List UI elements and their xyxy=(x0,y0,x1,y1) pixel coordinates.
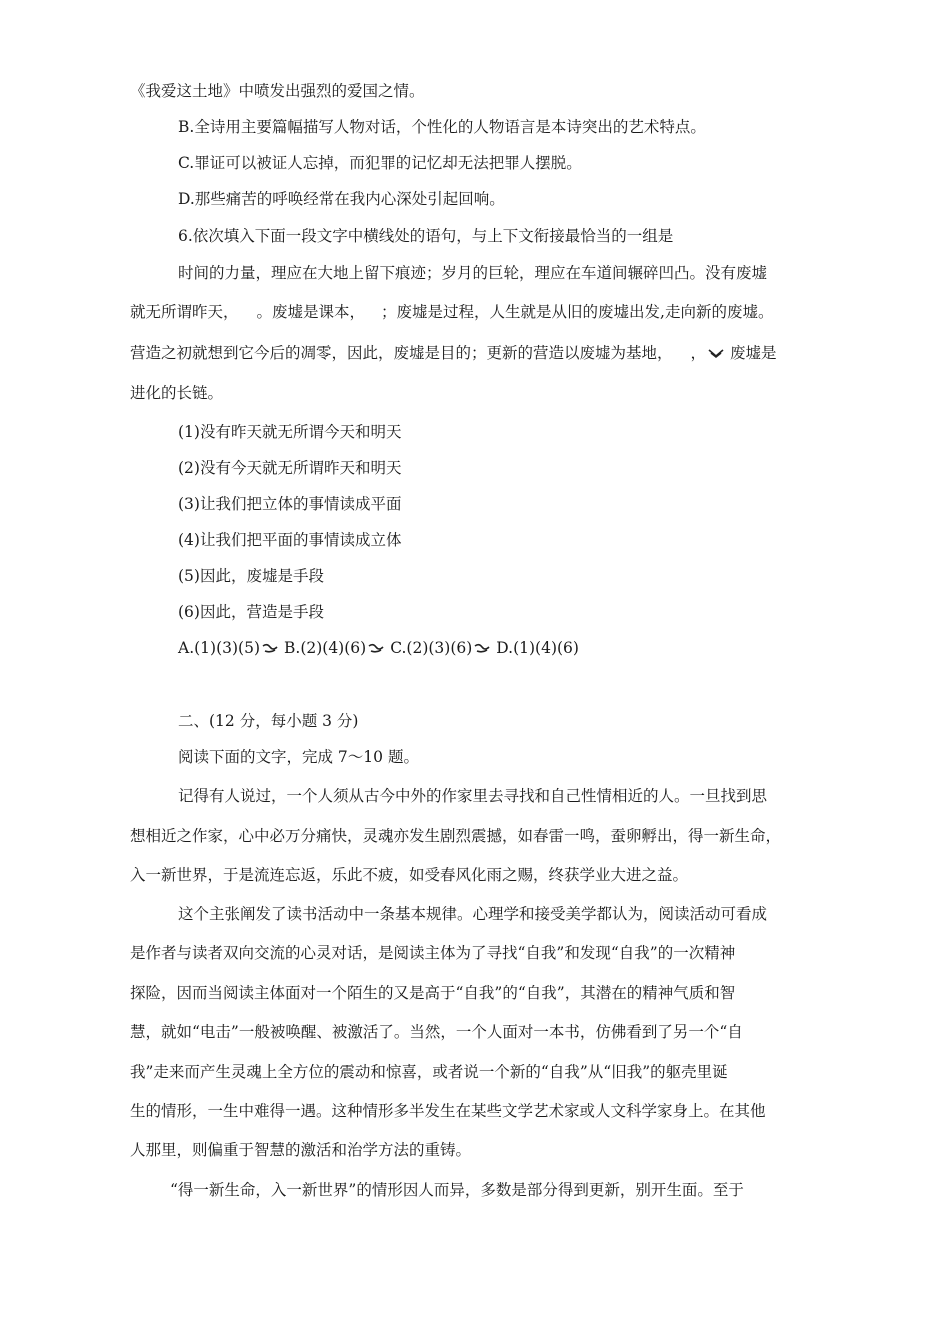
paragraph-line: 想相近之作家，心中必万分痛快，灵魂亦发生剧烈震撼，如春雷一鸣，蚕卵孵出，得一新生命， xyxy=(130,827,782,845)
text-span: ；废墟是过程，人生就是从旧的废墟出发,走向新的废墟。 xyxy=(381,303,774,321)
squiggle-mark-icon xyxy=(474,642,490,654)
paragraph-line: “得一新生命，入一新世界”的情形因人而异，多数是部分得到更新，别开生面。至于 xyxy=(170,1181,744,1199)
text-span: 。废墟是课本， xyxy=(256,303,366,321)
option-b: B.全诗用主要篇幅描写人物对话，个性化的人物语言是本诗突出的艺术特点。 xyxy=(178,118,706,136)
paragraph-line: 生的情形，一生中难得一遇。这种情形多半发生在某些文学艺术家或人文科学家身上。在其他 xyxy=(130,1102,766,1120)
squiggle-mark-icon xyxy=(368,642,384,654)
choice-item: (5)因此，废墟是手段 xyxy=(178,567,324,585)
answer-d: D.(1)(4)(6) xyxy=(496,639,579,657)
paragraph-line: 记得有人说过，一个人须从古今中外的作家里去寻找和自己性情相近的人。一旦找到思 xyxy=(178,787,768,805)
text-span: 就无所谓昨天， xyxy=(130,303,239,321)
paragraph-line: 我”走来而产生灵魂上全方位的震动和惊喜，或者说一个新的“自我”从“旧我”的躯壳里诞 xyxy=(130,1063,728,1081)
wave-mark-icon xyxy=(708,347,724,359)
paragraph-line: 这个主张阐发了读书活动中一条基本规律。心理学和接受美学都认为，阅读活动可看成 xyxy=(178,905,768,923)
paragraph-line: 入一新世界，于是流连忘返，乐此不疲，如受春风化雨之赐，终获学业大进之益。 xyxy=(130,866,689,884)
choice-item: (4)让我们把平面的事情读成立体 xyxy=(178,531,402,549)
choice-item: (6)因此，营造是手段 xyxy=(178,603,324,621)
passage-line-blanks xyxy=(130,302,773,322)
passage-line-blanks xyxy=(130,343,777,363)
reading-instruction: 阅读下面的文字，完成 7～10 题。 xyxy=(178,748,419,766)
choice-item: (2)没有今天就无所谓昨天和明天 xyxy=(178,459,402,477)
option-c: C.罪证可以被证人忘掉，而犯罪的记忆却无法把罪人摆脱。 xyxy=(178,154,582,172)
text-span: ， xyxy=(690,344,707,362)
paragraph-line: 探险，因而当阅读主体面对一个陌生的又是高于“自我”的“自我”，其潜在的精神气质和智 xyxy=(130,984,736,1002)
question-6-stem: 6.依次填入下面一段文字中横线处的语句，与上下文衔接最恰当的一组是 xyxy=(178,227,674,245)
passage-line: 进化的长链。 xyxy=(130,384,224,402)
answer-b: B.(2)(4)(6) xyxy=(284,639,367,657)
choice-item: (3)让我们把立体的事情读成平面 xyxy=(178,495,402,513)
answer-options-row xyxy=(178,638,579,658)
choice-item: (1)没有昨天就无所谓今天和明天 xyxy=(178,423,402,441)
paragraph-line: 人那里，则偏重于智慧的激活和治学方法的重铸。 xyxy=(130,1141,472,1159)
passage-line: 时间的力量，理应在大地上留下痕迹；岁月的巨轮，理应在车道间辗碎凹凸。没有废墟 xyxy=(178,264,768,282)
answer-c: C.(2)(3)(6) xyxy=(390,639,473,657)
answer-a: A.(1)(3)(5) xyxy=(178,639,260,657)
section-heading: 二、(12 分，每小题 3 分) xyxy=(178,712,359,730)
paragraph-line: 是作者与读者双向交流的心灵对话，是阅读主体为了寻找“自我”和发现“自我”的一次精神 xyxy=(130,944,736,962)
text-line: 《我爱这土地》中喷发出强烈的爱国之情。 xyxy=(130,82,425,100)
option-d: D.那些痛苦的呼唤经常在我内心深处引起回响。 xyxy=(178,190,505,208)
text-span: 营造之初就想到它今后的凋零，因此，废墟是目的；更新的营造以废墟为基地， xyxy=(130,344,673,362)
squiggle-mark-icon xyxy=(262,642,278,654)
text-span: 废墟是 xyxy=(730,344,777,362)
paragraph-line: 慧，就如“电击”一般被唤醒、被激活了。当然，一个人面对一本书，仿佛看到了另一个“自 xyxy=(130,1023,743,1041)
